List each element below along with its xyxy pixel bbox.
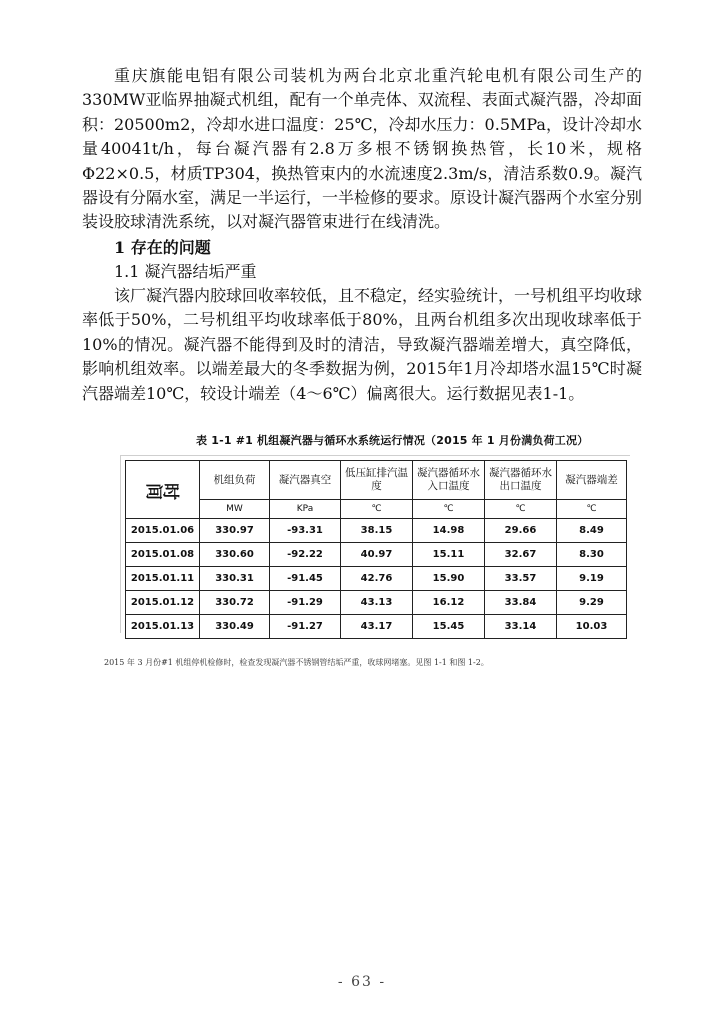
value-cell: 330.49 <box>200 615 270 639</box>
body-paragraph-scaling-problem: 该厂凝汽器内胶球回收率较低，且不稳定，经实验统计，一号机组平均收球率低于50%，二号机组平均收球率低于80%，且两台机组多次出现收球率低于10%的情况。凝汽器不能得到及时的清洁，导致凝汽器端差增大，真空降低，影响机组效率。以端差最大的冬季数据为例，2015年1月冷却塔水温15℃时凝汽器端差10℃，较设计端差（4～6℃）偏离很大。运行数据见表1-1。 <box>82 286 643 403</box>
table-row <box>126 519 627 543</box>
value-cell: 33.14 <box>485 615 557 639</box>
value-cell: 8.49 <box>557 519 627 543</box>
value-cell: 14.98 <box>413 519 485 543</box>
unit-cell: ℃ <box>485 500 557 519</box>
value-cell: 9.19 <box>557 567 627 591</box>
table-caption: 表 1-1 #1 机组凝汽器与循环水系统运行情况（2015 年 1 月份满负荷工况） <box>196 434 589 447</box>
header-cell: 凝汽器真空 <box>270 461 341 500</box>
value-cell: 9.29 <box>557 591 627 615</box>
value-cell: 330.31 <box>200 567 270 591</box>
value-cell: 15.45 <box>413 615 485 639</box>
value-cell: -91.29 <box>270 591 341 615</box>
table-image-frame <box>120 455 630 633</box>
value-cell: -93.31 <box>270 519 341 543</box>
value-cell: 38.15 <box>341 519 413 543</box>
table-row <box>126 543 627 567</box>
value-cell: 33.84 <box>485 591 557 615</box>
table-row <box>126 591 627 615</box>
section-heading: 1 存在的问题 <box>114 238 211 257</box>
table-row <box>126 615 627 639</box>
value-cell: -91.27 <box>270 615 341 639</box>
value-cell: 33.57 <box>485 567 557 591</box>
header-cell: 机组负荷 <box>200 461 270 500</box>
header-cell: 低压缸排汽温度 <box>341 461 413 500</box>
value-cell: 330.60 <box>200 543 270 567</box>
footnote-text: 2015 年 3 月份#1 机组停机检修时，检查发现凝汽器不锈钢管结垢严重，收球网堵塞。见图 1-1 和图 1-2。 <box>104 658 489 667</box>
date-cell: 2015.01.06 <box>126 519 200 543</box>
value-cell: 43.17 <box>341 615 413 639</box>
table-unit-row <box>126 500 627 519</box>
date-cell: 2015.01.08 <box>126 543 200 567</box>
table-header-row <box>126 461 627 500</box>
unit-cell: ℃ <box>341 500 413 519</box>
operation-data-table <box>125 460 627 639</box>
page-number: - 63 - <box>337 974 387 990</box>
value-cell: -92.22 <box>270 543 341 567</box>
value-cell: 43.13 <box>341 591 413 615</box>
value-cell: 330.97 <box>200 519 270 543</box>
value-cell: 8.30 <box>557 543 627 567</box>
unit-cell: ℃ <box>557 500 627 519</box>
value-cell: 15.11 <box>413 543 485 567</box>
date-cell: 2015.01.12 <box>126 591 200 615</box>
value-cell: 42.76 <box>341 567 413 591</box>
unit-cell: MW <box>200 500 270 519</box>
unit-cell: ℃ <box>413 500 485 519</box>
date-cell: 2015.01.13 <box>126 615 200 639</box>
value-cell: 40.97 <box>341 543 413 567</box>
body-paragraph-condenser-specs: 重庆旗能电铝有限公司装机为两台北京北重汽轮电机有限公司生产的330MW亚临界抽凝式机组，配有一个单壳体、双流程、表面式凝汽器，冷却面积：20500m2，冷却水进口温度：25℃，冷却水压力：0.5MPa，设计冷却水量40041t/h，每台凝汽器有2.8万多根不锈钢换热管，长10米，规格Φ22×0.5，材质TP304，换热管束内的水流速度2.3m/s，清洁系数0.9。凝汽器设有分隔水室，满足一半运行，一半检修的要求。原设计凝汽器两个水室分别装设胶球清洗系统，以对凝汽器管束进行在线清洗。 <box>82 66 643 232</box>
header-cell: 凝汽器端差 <box>557 461 627 500</box>
unit-cell: KPa <box>270 500 341 519</box>
subsection-heading: 1.1 凝汽器结垢严重 <box>114 262 257 281</box>
value-cell: 330.72 <box>200 591 270 615</box>
table-row <box>126 567 627 591</box>
time-header-label: 时间 <box>145 479 180 499</box>
header-cell: 凝汽器循环水出口温度 <box>485 461 557 500</box>
value-cell: 29.66 <box>485 519 557 543</box>
value-cell: 10.03 <box>557 615 627 639</box>
time-header-cell <box>126 461 200 519</box>
value-cell: 16.12 <box>413 591 485 615</box>
value-cell: 32.67 <box>485 543 557 567</box>
header-cell: 凝汽器循环水入口温度 <box>413 461 485 500</box>
value-cell: 15.90 <box>413 567 485 591</box>
value-cell: -91.45 <box>270 567 341 591</box>
date-cell: 2015.01.11 <box>126 567 200 591</box>
